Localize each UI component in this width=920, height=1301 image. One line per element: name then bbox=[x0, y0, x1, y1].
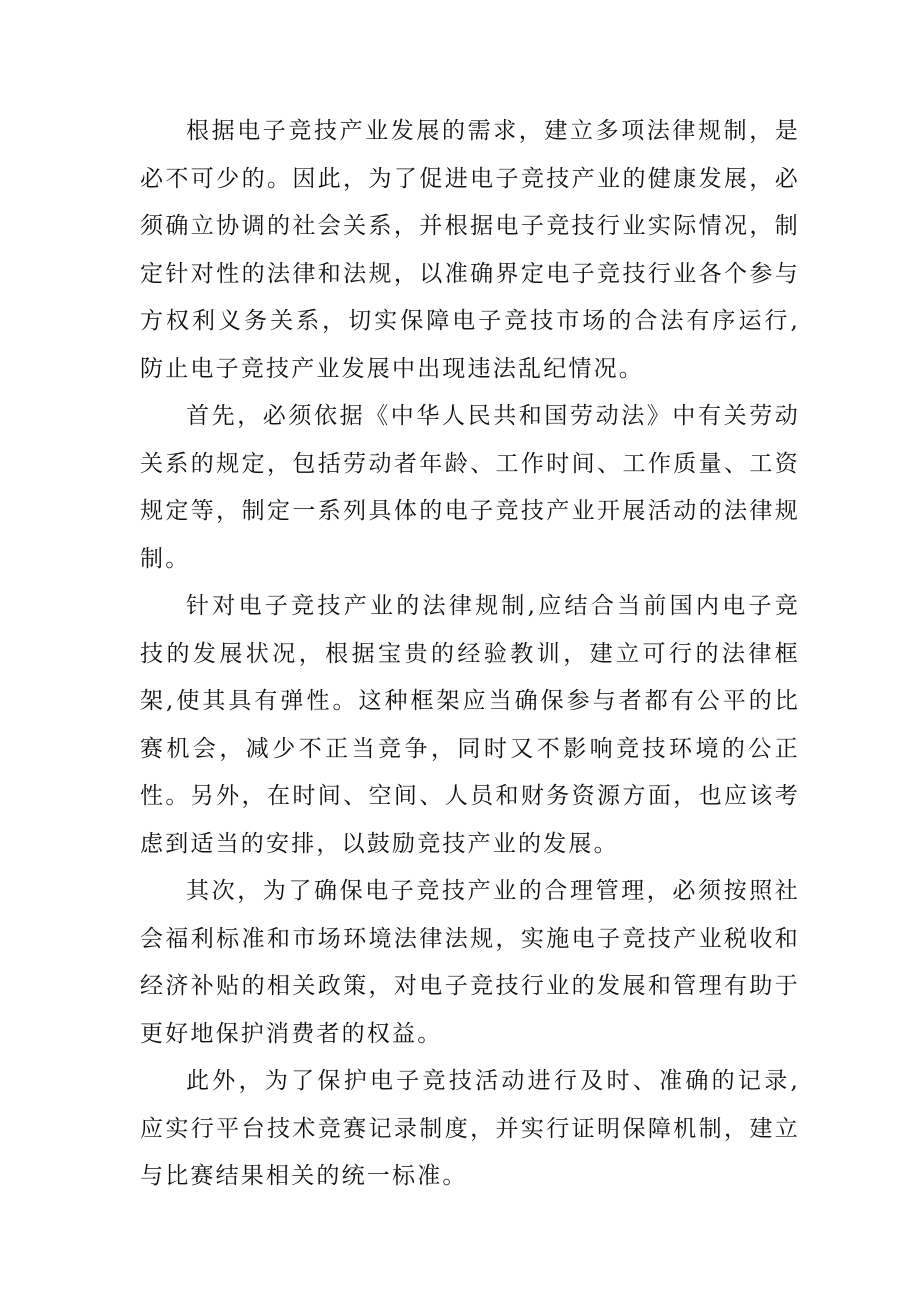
paragraph-5: 此外，为了保护电子竞技活动进行及时、准确的记录,应实行平台技术竞赛记录制度，并实行证明保障机制，建立与比赛结果相关的统一标准。 bbox=[140, 1068, 800, 1189]
paragraph-3: 针对电子竞技产业的法律规制,应结合当前国内电子竞技的发展状况，根据宝贵的经验教训，建立可行的法律框架,使其具有弹性。这种框架应当确保参与者都有公平的比赛机会，减少不正当竞争，同时又不影响竞技环境的公正性。另外，在时间、空间、人员和财务资源方面，也应该考虑到适当的安排，以鼓励竞技产业的发展。 bbox=[140, 593, 800, 857]
paragraph-2: 首先，必须依据《中华人民共和国劳动法》中有关劳动关系的规定，包括劳动者年龄、工作时间、工作质量、工资规定等，制定一系列具体的电子竞技产业开展活动的法律规制。 bbox=[140, 403, 800, 572]
paragraph-4: 其次，为了确保电子竞技产业的合理管理，必须按照社会福利标准和市场环境法律法规，实施电子竞技产业税收和经济补贴的相关政策，对电子竞技行业的发展和管理有助于更好地保护消费者的权益。 bbox=[140, 878, 800, 1047]
document-body bbox=[140, 108, 800, 1201]
paragraph-1: 根据电子竞技产业发展的需求，建立多项法律规制，是必不可少的。因此，为了促进电子竞技产业的健康发展，必须确立协调的社会关系，并根据电子竞技行业实际情况，制定针对性的法律和法规，以准确界定电子竞技行业各个参与方权利义务关系，切实保障电子竞技市场的合法有序运行,防止电子竞技产业发展中出现违法乱纪情况。 bbox=[140, 118, 800, 382]
